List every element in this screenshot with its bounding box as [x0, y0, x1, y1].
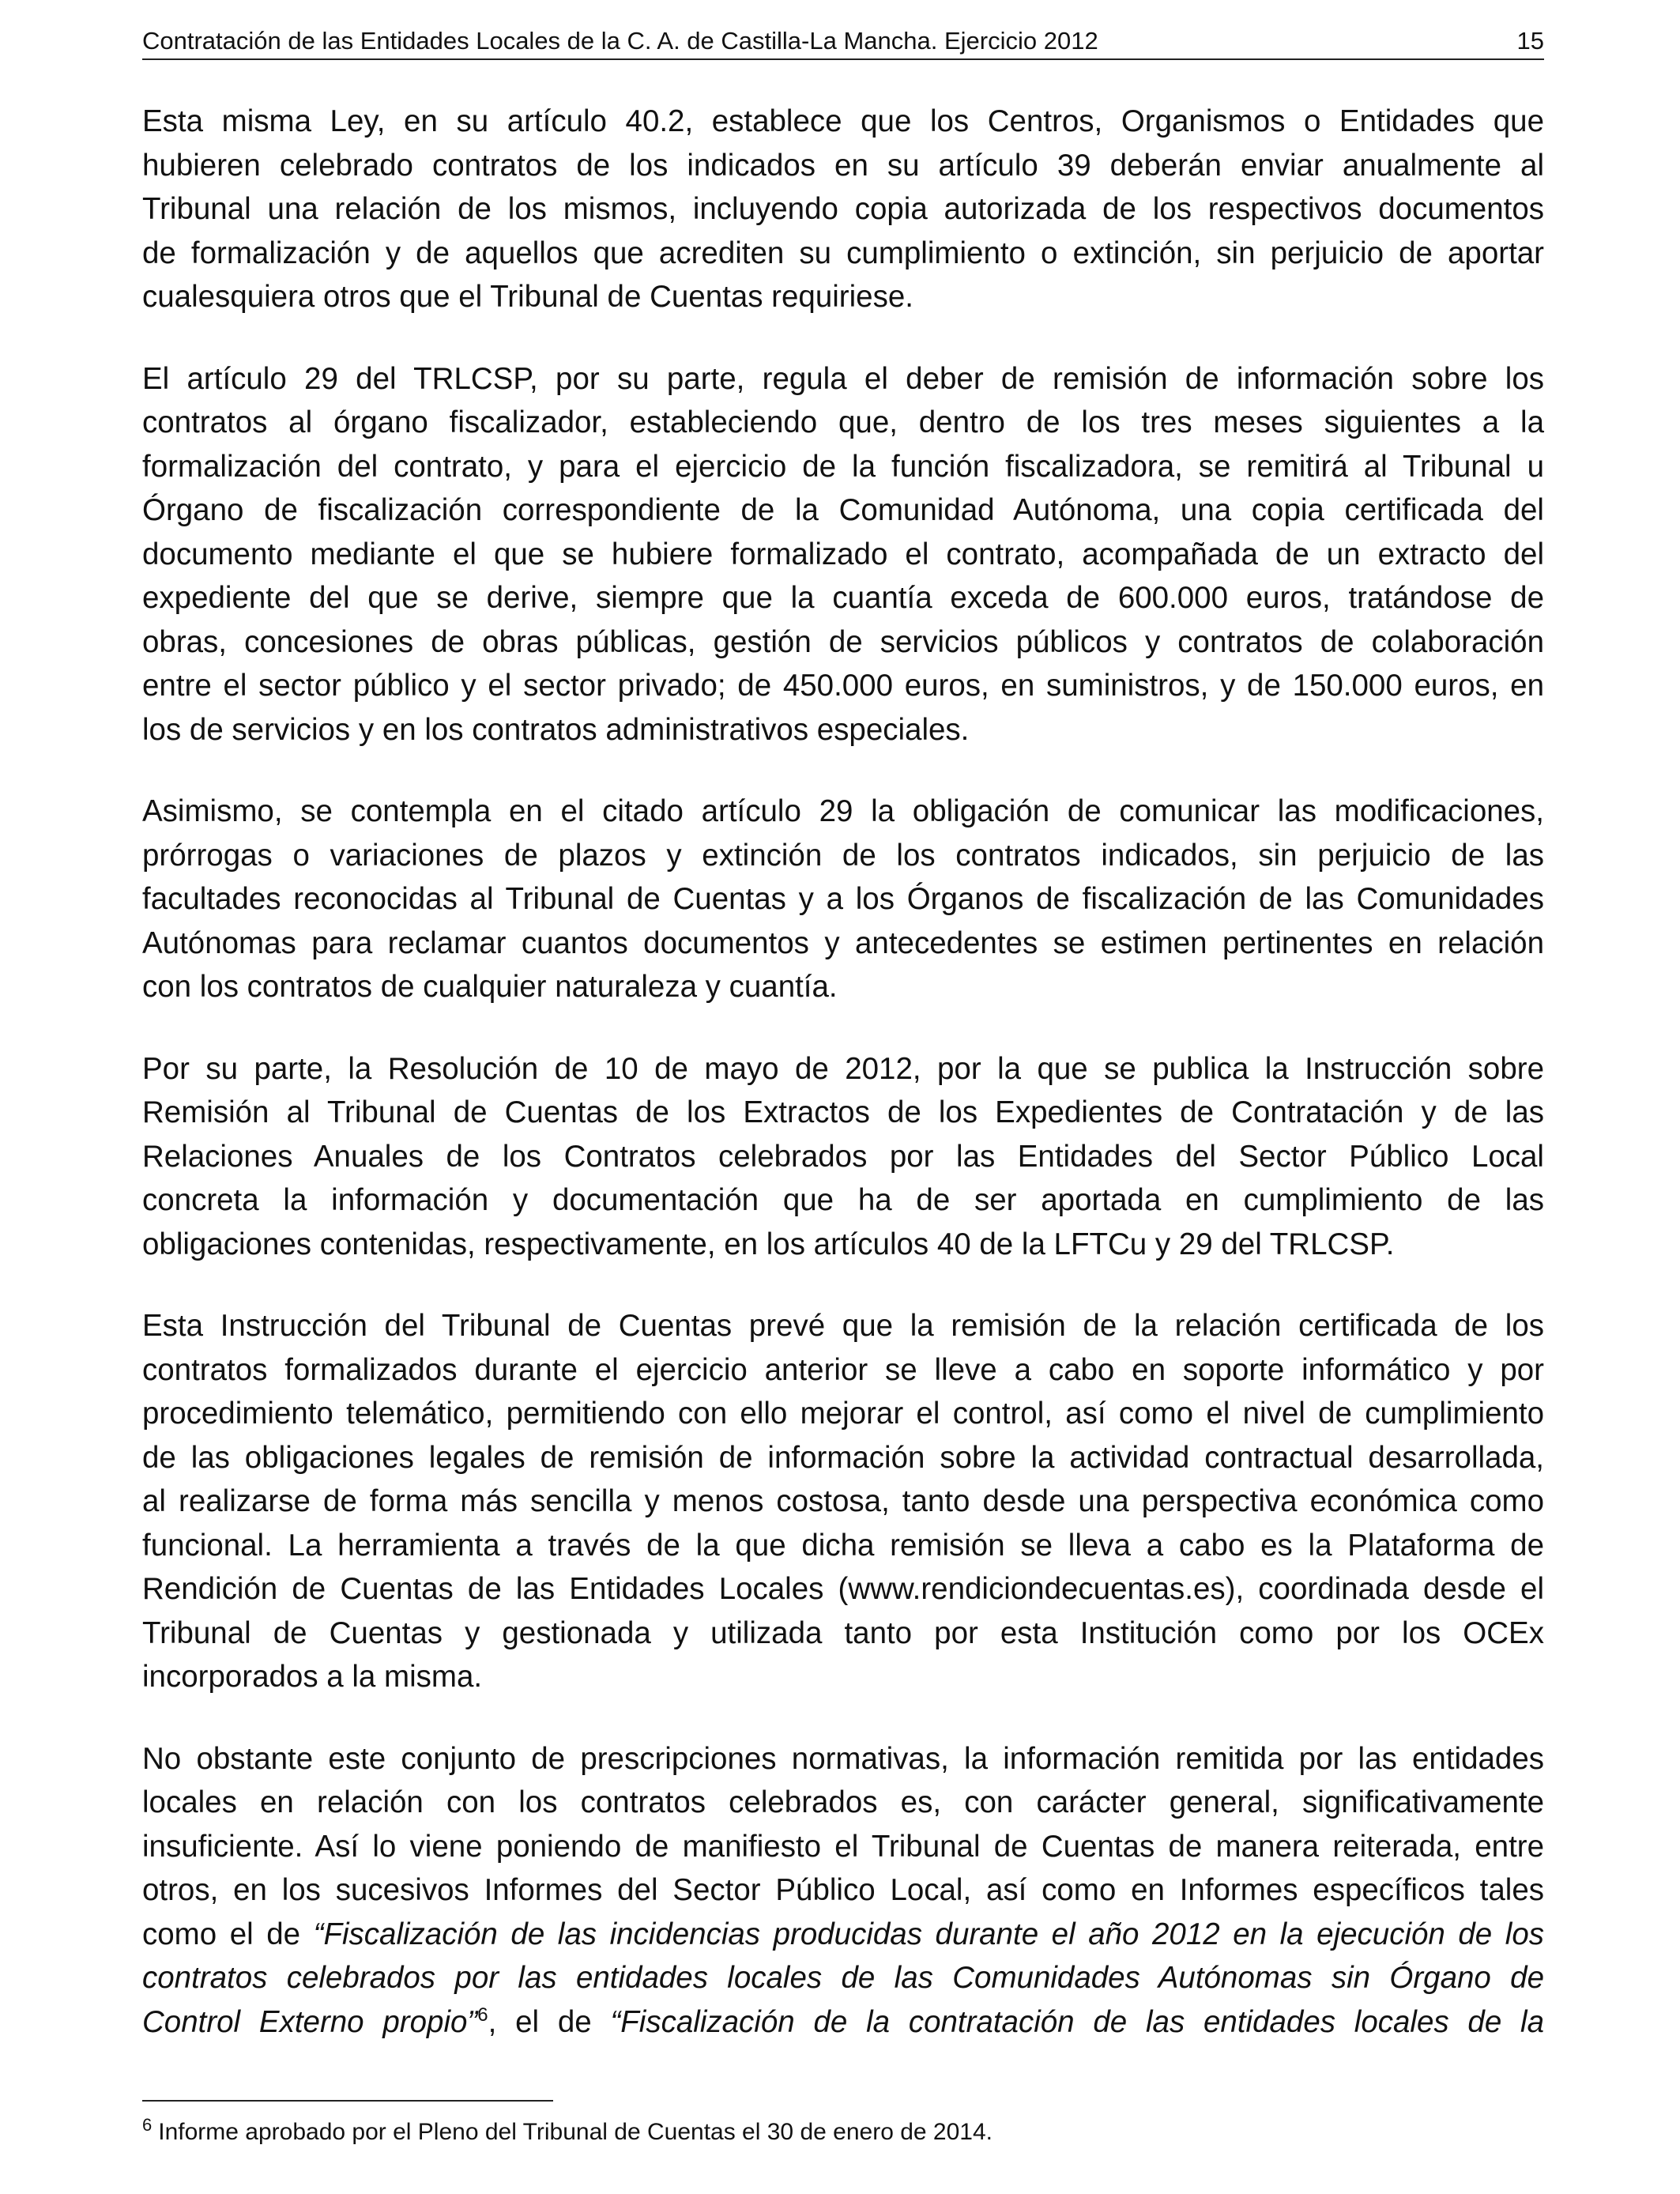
paragraph-5 — [142, 1304, 1544, 1699]
paragraph-6 — [142, 1737, 1544, 2045]
text-run: como el de — [142, 1917, 314, 1951]
text-line: otros, en los sucesivos Informes del Sector Público Local, así como en Informes específicos tales — [142, 1873, 1544, 1907]
italic-title: “Fiscalización de la contratación de las entidades locales de la — [610, 2004, 1545, 2039]
text-line: funcional. La herramienta a través de la que dicha remisión se lleva a cabo es la Plataforma de — [142, 1528, 1544, 1563]
italic-title: “Fiscalización de las incidencias producidas durante el año 2012 en la ejecución de los — [313, 1917, 1544, 1951]
text-line: contratos celebrados por las entidades locales de las Comunidades Autónomas sin Órgano de — [142, 1961, 1544, 1995]
text-line: Órgano de fiscalización correspondiente de la Comunidad Autónoma, una copia certificada del — [142, 493, 1544, 527]
text-line: insuficiente. Así lo viene poniendo de manifiesto el Tribunal de Cuentas de manera reiterada, entre — [142, 1829, 1544, 1864]
text-line: Relaciones Anuales de los Contratos celebrados por las Entidades del Sector Público Local — [142, 1139, 1544, 1174]
text-run: , el de — [488, 2004, 611, 2039]
text-line: incorporados a la misma. — [142, 1660, 483, 1694]
text-line: los de servicios y en los contratos administrativos especiales. — [142, 712, 970, 747]
text-line: Por su parte, la Resolución de 10 de mayo de 2012, por la que se publica la Instrucción sobre — [142, 1051, 1544, 1086]
text-line: cualesquiera otros que el Tribunal de Cuentas requiriese. — [142, 280, 913, 314]
page-number: 15 — [1516, 27, 1544, 55]
text-line: contratos al órgano fiscalizador, estableciendo que, dentro de los tres meses siguientes a la — [142, 405, 1544, 439]
text-line: de formalización y de aquellos que acrediten su cumplimiento o extinción, sin perjuicio de aportar — [142, 236, 1544, 270]
footnote — [142, 2115, 1544, 2147]
paragraph-2 — [142, 357, 1544, 752]
text-line: locales en relación con los contratos celebrados es, con carácter general, significativamente — [142, 1785, 1544, 1819]
text-line: facultades reconocidas al Tribunal de Cuentas y a los Órganos de fiscalización de las Comunidades — [142, 882, 1544, 916]
text-line: contratos formalizados durante el ejercicio anterior se lleve a cabo en soporte informático y por — [142, 1352, 1544, 1387]
text-line: hubieren celebrado contratos de los indicados en su artículo 39 deberán enviar anualmente al — [142, 148, 1544, 183]
text-line: concreta la información y documentación que ha de ser aportada en cumplimiento de las — [142, 1183, 1544, 1217]
text-line: con los contratos de cualquier naturaleza y cuantía. — [142, 970, 838, 1004]
text-line: Asimismo, se contempla en el citado artículo 29 la obligación de comunicar las modificaciones, — [142, 794, 1544, 828]
text-line — [142, 2000, 1544, 2045]
text-line: entre el sector público y el sector privado; de 450.000 euros, en suministros, y de 150.000 euros, en — [142, 669, 1544, 703]
text-line: Tribunal una relación de los mismos, incluyendo copia autorizada de los respectivos documentos — [142, 192, 1544, 226]
paragraph-3 — [142, 790, 1544, 1009]
body-text — [142, 100, 1544, 2082]
text-line — [142, 1913, 1544, 1957]
paragraph-1 — [142, 100, 1544, 319]
text-line: formalización del contrato, y para el ejercicio de la función fiscalizadora, se remitirá al Tribunal u — [142, 449, 1544, 484]
text-line: expediente del que se derive, siempre que la cuantía exceda de 600.000 euros, tratándose de — [142, 581, 1544, 615]
paragraph-4 — [142, 1047, 1544, 1267]
text-line: No obstante este conjunto de prescripciones normativas, la información remitida por las entidades — [142, 1741, 1544, 1776]
text-line: documento mediante el que se hubiere formalizado el contrato, acompañada de un extracto del — [142, 537, 1544, 571]
header-title: Contratación de las Entidades Locales de la C. A. de Castilla-La Mancha. Ejercicio 2012 — [142, 27, 1098, 55]
text-line: Remisión al Tribunal de Cuentas de los Extractos de los Expedientes de Contratación y de las — [142, 1095, 1544, 1129]
text-line: de las obligaciones legales de remisión de información sobre la actividad contractual desarrollada, — [142, 1440, 1544, 1475]
text-line: prórrogas o variaciones de plazos y extinción de los contratos indicados, sin perjuicio de las — [142, 838, 1544, 873]
text-line: El artículo 29 del TRLCSP, por su parte, regula el deber de remisión de información sobre los — [142, 361, 1544, 396]
running-header — [142, 22, 1544, 60]
text-line: Autónomas para reclamar cuantos documentos y antecedentes se estimen pertinentes en relación — [142, 925, 1544, 960]
footnote-separator — [142, 2100, 553, 2102]
text-line: Esta misma Ley, en su artículo 40.2, establece que los Centros, Organismos o Entidades que — [142, 104, 1544, 138]
footnote-ref[interactable]: 6 — [477, 2004, 488, 2026]
italic-title: Control Externo propio” — [142, 2004, 478, 2039]
text-line: procedimiento telemático, permitiendo con ello mejorar el control, así como el nivel de cumplimiento — [142, 1397, 1544, 1431]
text-line: al realizarse de forma más sencilla y menos costosa, tanto desde una perspectiva económica como — [142, 1484, 1544, 1518]
text-line: Tribunal de Cuentas y gestionada y utilizada tanto por esta Institución como por los OCEx — [142, 1615, 1544, 1650]
text-line: obras, concesiones de obras públicas, gestión de servicios públicos y contratos de colaboración — [142, 624, 1544, 659]
text-line: Esta Instrucción del Tribunal de Cuentas prevé que la remisión de la relación certificada de los — [142, 1309, 1544, 1343]
text-line: Rendición de Cuentas de las Entidades Locales (www.rendiciondecuentas.es), coordinada desde el — [142, 1572, 1544, 1606]
footnote-number: 6 — [142, 2115, 153, 2135]
footnote-text: Informe aprobado por el Pleno del Tribunal de Cuentas el 30 de enero de 2014. — [158, 2119, 993, 2145]
text-line: obligaciones contenidas, respectivamente, en los artículos 40 de la LFTCu y 29 del TRLCSP. — [142, 1227, 1395, 1261]
